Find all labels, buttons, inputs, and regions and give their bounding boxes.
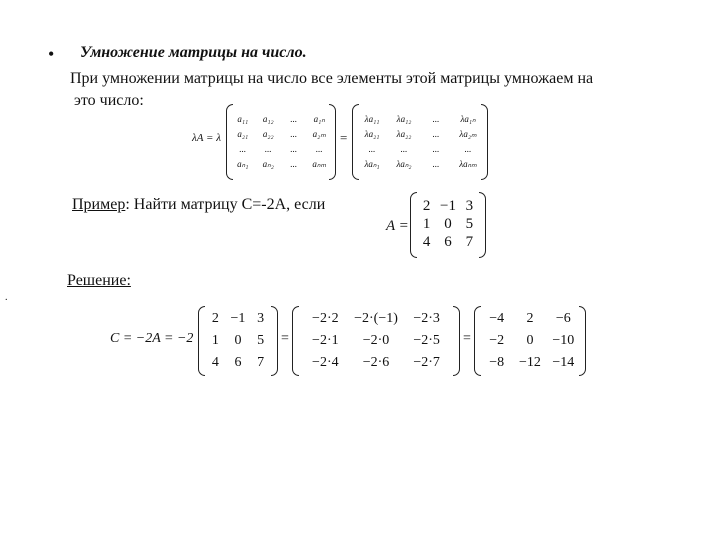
solution-m3-cell: −8: [489, 355, 505, 370]
solution-m3-cell: −12: [519, 355, 541, 370]
solution-m1-cell: 2: [211, 311, 219, 326]
example-matrix-cell: 7: [465, 234, 474, 250]
formula-right-cell: ...: [464, 144, 472, 154]
solution-m2-cell: −2·4: [312, 355, 339, 370]
formula-right-cell: ...: [368, 144, 376, 154]
solution-m1-cell: 6: [234, 355, 242, 370]
solution-m1-cell: 7: [257, 355, 265, 370]
example-matrix-cell: 5: [465, 216, 474, 232]
solution-m2-cell: −2·5: [413, 333, 440, 348]
solution-m3-cell: −14: [552, 355, 575, 370]
formula-left-cell: a₁ₙ: [313, 114, 325, 124]
formula-right-cell: ...: [432, 114, 440, 124]
example-matrix-cell: 6: [444, 234, 452, 250]
formula-left-matrix: [226, 104, 336, 180]
solution-matrix-3: [474, 306, 586, 376]
formula-left-cell: a₂ₘ: [312, 129, 326, 139]
solution-m1-cell: 5: [257, 333, 265, 348]
example-matrix-a: [410, 192, 486, 258]
bullet-marker: •: [48, 44, 55, 64]
example-text: : Найти матрицу С=-2А, если: [125, 196, 326, 213]
formula-left-cell: ...: [315, 144, 323, 154]
solution-m1-cell: 4: [211, 355, 219, 370]
solution-m3-cell: 2: [526, 311, 534, 326]
example-line: [72, 196, 325, 214]
solution-matrix-1: [198, 306, 278, 376]
formula-left-cell: ...: [290, 144, 298, 154]
solution-label: Решение:: [67, 272, 131, 289]
formula-right-cell: ...: [432, 159, 440, 169]
example-matrix-cell: −1: [440, 198, 456, 214]
formula-right-cell: λa₁ₙ: [460, 114, 476, 124]
formula-right-cell: λa₁₂: [396, 114, 412, 124]
formula-right-cell: λa₂₁: [364, 129, 380, 139]
formula-right-cell: λaₙₘ: [459, 159, 477, 169]
intro-line-2: это число:: [74, 92, 144, 109]
example-matrix-cell: 0: [444, 216, 452, 232]
formula-right-cell: λa₂₂: [396, 129, 412, 139]
intro-line-1: При умножении матрицы на число все элементы этой матрицы умножаем на: [70, 70, 594, 87]
formula-equals: =: [340, 130, 348, 145]
formula-right-cell: λa₁₁: [364, 114, 380, 124]
solution-matrix-2: [292, 306, 460, 376]
solution-m2-cell: −2·0: [362, 333, 390, 348]
solution-lhs: C = −2A = −2: [110, 331, 194, 346]
solution-m3-cell: −4: [489, 311, 505, 326]
formula-left-cell: a₂₁: [237, 129, 249, 139]
formula-left-cell: a₂₂: [262, 129, 274, 139]
example-label: Пример: [72, 196, 126, 213]
example-matrix-cell: 1: [422, 216, 431, 232]
formula-right-matrix: [352, 104, 488, 180]
example-matrix-cell: 3: [465, 198, 474, 214]
solution-m3-cell: −10: [552, 333, 575, 348]
solution-m2-cell: −2·3: [413, 311, 440, 326]
solution-m1-cell: 3: [257, 311, 265, 326]
formula-left-cell: aₙₘ: [312, 159, 327, 169]
formula-left-cell: ...: [239, 144, 247, 154]
formula-right-cell: ...: [432, 144, 440, 154]
solution-m1-cell: 0: [234, 333, 242, 348]
formula-left-cell: ...: [290, 129, 298, 139]
example-matrix-label: A =: [386, 218, 409, 234]
formula-left-cell: aₙ₂: [262, 159, 274, 169]
solution-m3-cell: −6: [555, 311, 571, 326]
formula-left-cell: aₙ₁: [237, 159, 249, 169]
formula-left-cell: ...: [264, 144, 272, 154]
formula-right-cell: ...: [432, 129, 440, 139]
solution-equals-2: =: [463, 331, 471, 346]
formula-right-cell: λa₂ₘ: [459, 129, 477, 139]
solution-m1-cell: −1: [230, 311, 246, 326]
solution-m2-cell: −2·2: [312, 311, 339, 326]
formula-right-cell: ...: [400, 144, 408, 154]
formula-lhs: λA = λ: [192, 132, 221, 144]
example-matrix-cell: 4: [422, 234, 431, 250]
section-heading: Умножение матрицы на число.: [80, 44, 307, 61]
solution-m3-cell: 0: [526, 333, 534, 348]
solution-m2-cell: −2·1: [312, 333, 339, 348]
solution-m2-cell: −2·6: [362, 355, 390, 370]
formula-right-cell: λaₙ₂: [396, 159, 412, 169]
stray-mark: .: [5, 292, 8, 303]
solution-m1-cell: 1: [211, 333, 219, 348]
solution-m3-cell: −2: [489, 333, 505, 348]
formula-left-cell: ...: [290, 114, 298, 124]
example-matrix-cell: 2: [422, 198, 431, 214]
formula-left-cell: ...: [290, 159, 298, 169]
formula-right-cell: λaₙ₁: [364, 159, 380, 169]
solution-m2-cell: −2·7: [413, 355, 440, 370]
solution-equals-1: =: [281, 331, 289, 346]
solution-m2-cell: −2·(−1): [354, 311, 398, 326]
formula-left-cell: a₁₁: [237, 114, 249, 124]
formula-left-cell: a₁₂: [262, 114, 274, 124]
